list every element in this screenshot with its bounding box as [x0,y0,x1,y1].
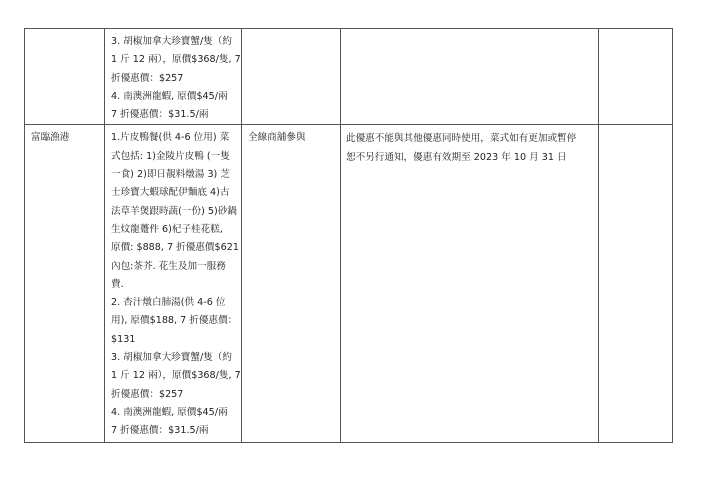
text-line: 3. 胡椒加拿大珍寶蟹/隻（約 [111,36,232,47]
text-line: 1 斤 12 兩），原價$368/隻, 7 [111,370,241,382]
text-line: $131 [111,333,136,345]
remarks-cell [341,29,599,125]
offer-details [105,29,241,124]
location-cell [242,29,341,125]
text-line: 此優惠不能與其他優惠同時使用，菜式如有更加或暫停 [346,133,577,145]
participating-stores [242,29,340,33]
text-line: 1.片皮鴨餐(供 4-6 位用) 菜 [111,132,230,144]
promotion-table [24,28,673,443]
restaurant-cell [25,125,105,443]
remarks-text [341,29,598,34]
text-line: 7 折優惠價：$31.5/兩 [111,425,209,437]
text-line: 法草羊煲跟時蔬(一份) 5)砂鍋 [111,205,237,217]
table-row [25,125,673,443]
text-line: 4. 南澳洲龍蝦, 原價$45/兩 [111,406,228,418]
text-line: 7 折優惠價：$31.5/兩 [111,109,209,121]
text-line: 折優惠價：$257 [111,72,184,84]
restaurant-cell [25,29,105,125]
restaurant-name [25,29,104,33]
text-line: 恕不另行通知，優惠有效期至 2023 年 10 月 31 日 [346,151,567,163]
text-line: 3. 胡椒加拿大珍寶蟹/隻（約 [111,352,232,364]
offer-cell [105,29,242,125]
text-line: 1 斤 12 兩），原價$368/隻, 7 [111,54,241,66]
offer-cell [105,125,242,443]
offer-details [105,125,241,440]
extra-note [599,125,672,129]
extra-cell [599,125,673,443]
text-line: 2. 杏汁燉白肺湯(供 4-6 位 [111,297,226,309]
extra-cell [599,29,673,125]
text-line: 4. 南澳洲龍蝦, 原價$45/兩 [111,90,228,102]
text-line: 費. [111,278,124,290]
table-row [25,29,673,125]
text-line: 士珍寶大蝦球配伊麵底 4)古 [111,187,230,199]
location-cell [242,125,341,443]
text-line: 內包:茶芥. 花生及加一服務 [111,260,226,272]
remarks-cell [341,125,599,443]
text-line: 折優惠價：$257 [111,388,184,400]
text-line: 用), 原價$188, 7 折優惠價： [111,315,238,327]
restaurant-name: 富臨漁港 [31,132,70,144]
text-line: 式包括: 1)金陵片皮鴨 (一隻 [111,150,230,162]
text-line: 原價: $888, 7 折優惠價$621 [111,242,239,254]
text-line: 生炆龍躉件 6)杞子桂花糕, [111,223,223,235]
text-line: 一食) 2)即日靚料燉湯 3) 芝 [111,169,230,181]
participating-stores: 全線商舖參與 [248,132,306,144]
remarks-text [341,125,598,167]
extra-note [599,29,672,33]
